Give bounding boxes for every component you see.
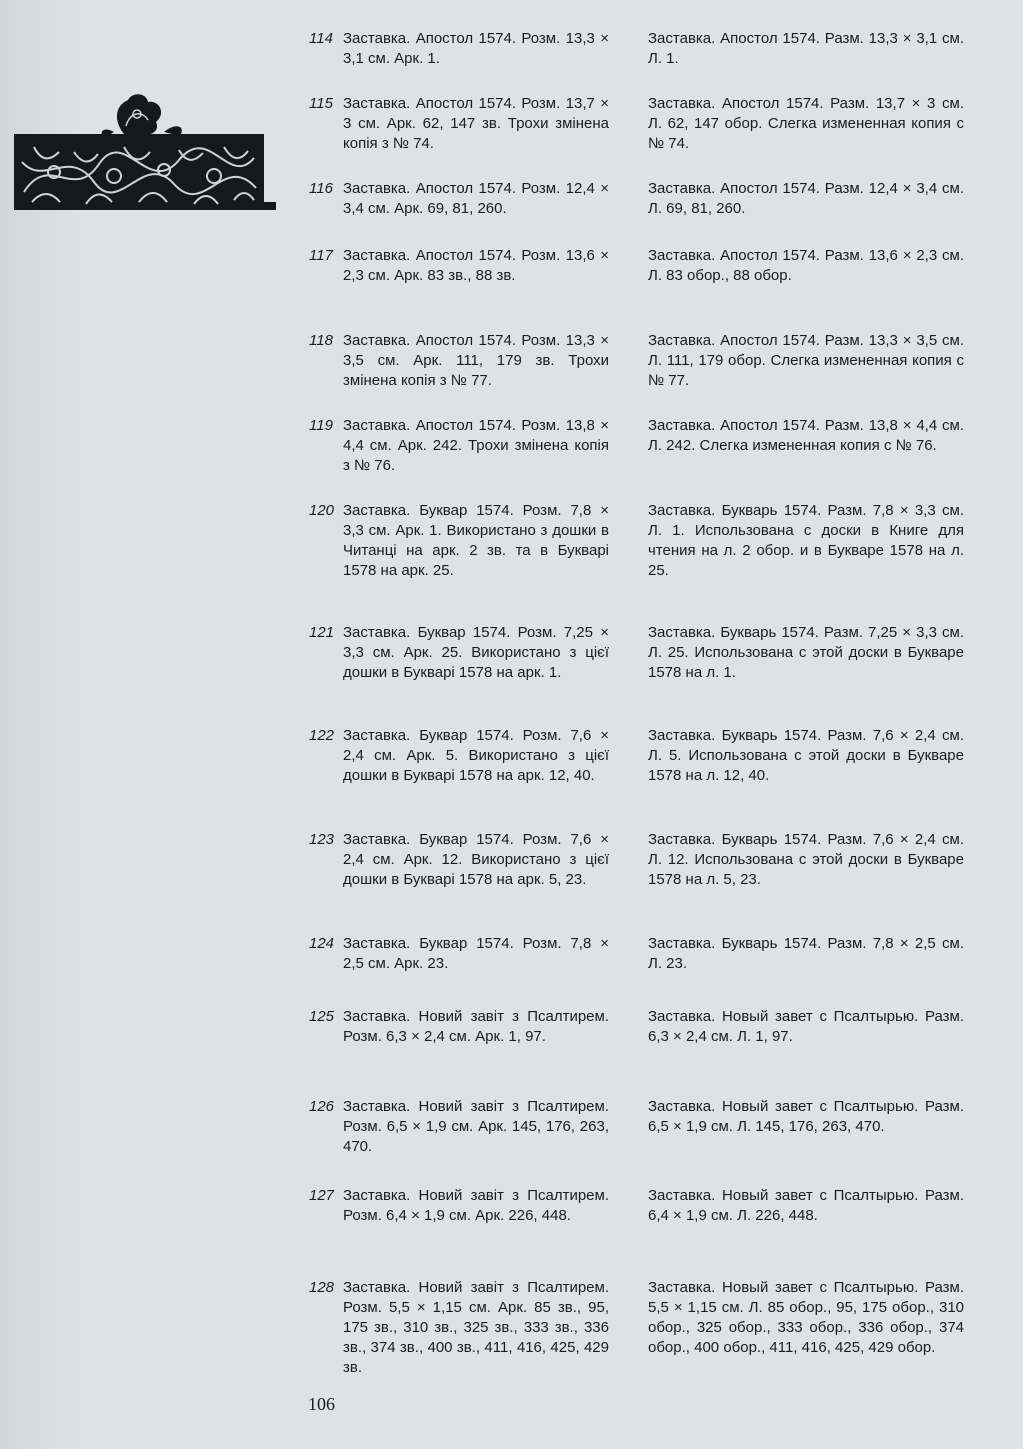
entry-number: 127 <box>309 1187 335 1204</box>
entry-text-russian: Заставка. Новый завет с Псалтырью. Разм. 6,3 × 2,4 см. Л. 1, 97. <box>648 1008 964 1045</box>
entry-text-ukrainian: Заставка. Буквар 1574. Розм. 7,6 × 2,4 см. Арк. 12. Використано з цієї дошки в Букварі 1578 на арк. 5, 23. <box>343 831 609 888</box>
entry-text-ukrainian: Заставка. Апостол 1574. Розм. 13,3 × 3,5 см. Арк. 111, 179 зв. Трохи змінена копія з № 77. <box>343 332 609 389</box>
entry-text-russian: Заставка. Букварь 1574. Разм. 7,6 × 2,4 см. Л. 12. Использована с этой доски в Букваре 1578 на л. 5, 23. <box>648 831 964 888</box>
entry-text-russian: Заставка. Апостол 1574. Разм. 12,4 × 3,4 см. Л. 69, 81, 260. <box>648 180 964 217</box>
entry-text-russian: Заставка. Апостол 1574. Разм. 13,8 × 4,4 см. Л. 242. Слегка измененная копия с № 76. <box>648 417 964 454</box>
entry-number: 125 <box>309 1008 335 1025</box>
entry-text-ukrainian: Заставка. Буквар 1574. Розм. 7,8 × 2,5 см. Арк. 23. <box>343 935 609 972</box>
entry-text-ukrainian: Заставка. Новий завіт з Псалтирем. Розм. 6,4 × 1,9 см. Арк. 226, 448. <box>343 1187 609 1224</box>
entry-number: 121 <box>309 624 335 641</box>
headpiece-ornament-image <box>14 92 276 214</box>
entry-text-ukrainian: Заставка. Новий завіт з Псалтирем. Розм. 6,5 × 1,9 см. Арк. 145, 176, 263, 470. <box>343 1098 609 1155</box>
entry-number: 116 <box>309 180 333 197</box>
entry-text-russian: Заставка. Новый завет с Псалтырью. Разм. 6,4 × 1,9 см. Л. 226, 448. <box>648 1187 964 1224</box>
entry-text-russian: Заставка. Букварь 1574. Разм. 7,25 × 3,3 см. Л. 25. Использована с этой доски в Букваре 1578 на л. 1. <box>648 624 964 681</box>
entry-number: 115 <box>309 95 333 112</box>
entry-text-ukrainian: Заставка. Буквар 1574. Розм. 7,8 × 3,3 см. Арк. 1. Використано з дошки в Читанці на арк. 2 зв. та в Букварі 1578 на арк. 25. <box>343 502 609 579</box>
entry-number: 117 <box>309 247 333 264</box>
entry-text-russian: Заставка. Апостол 1574. Разм. 13,3 × 3,1 см. Л. 1. <box>648 30 964 67</box>
entry-number: 120 <box>309 502 335 519</box>
entry-number: 128 <box>309 1279 335 1296</box>
entry-text-russian: Заставка. Букварь 1574. Разм. 7,8 × 3,3 см. Л. 1. Использована с доски в Книге для чтения на л. 2 обор. и в Букваре 1578 на л. 25. <box>648 502 964 579</box>
entry-text-ukrainian: Заставка. Апостол 1574. Розм. 13,8 × 4,4 см. Арк. 242. Трохи змінена копія з № 76. <box>343 417 609 474</box>
entry-number: 119 <box>309 417 333 434</box>
entry-text-ukrainian: Заставка. Апостол 1574. Розм. 13,7 × 3 см. Арк. 62, 147 зв. Трохи змінена копія з № 74. <box>343 95 609 152</box>
entry-text-ukrainian: Заставка. Буквар 1574. Розм. 7,6 × 2,4 см. Арк. 5. Використано з цієї дошки в Букварі 1578 на арк. 12, 40. <box>343 727 609 784</box>
entry-number: 124 <box>309 935 335 952</box>
page-number: 106 <box>308 1394 335 1414</box>
entry-text-russian: Заставка. Новый завет с Псалтырью. Разм. 6,5 × 1,9 см. Л. 145, 176, 263, 470. <box>648 1098 964 1135</box>
entry-number: 118 <box>309 332 333 349</box>
entry-text-ukrainian: Заставка. Буквар 1574. Розм. 7,25 × 3,3 см. Арк. 25. Використано з цієї дошки в Букварі 1578 на арк. 1. <box>343 624 609 681</box>
entry-text-russian: Заставка. Букварь 1574. Разм. 7,6 × 2,4 см. Л. 5. Использована с этой доски в Букваре 1578 на л. 12, 40. <box>648 727 964 784</box>
entry-text-russian: Заставка. Апостол 1574. Разм. 13,7 × 3 см. Л. 62, 147 обор. Слегка измененная копия с № 74. <box>648 95 964 152</box>
entry-text-ukrainian: Заставка. Новий завіт з Псалтирем. Розм. 5,5 × 1,15 см. Арк. 85 зв., 95, 175 зв., 310 зв., 325 зв., 333 зв., 336 зв., 374 зв., 400 зв., 411, 416, 425, 429 зв. <box>343 1279 609 1376</box>
entry-number: 126 <box>309 1098 335 1115</box>
entry-number: 122 <box>309 727 335 744</box>
entry-number: 114 <box>309 30 333 47</box>
entry-text-russian: Заставка. Апостол 1574. Разм. 13,3 × 3,5 см. Л. 111, 179 обор. Слегка измененная копия с № 77. <box>648 332 964 389</box>
entry-text-russian: Заставка. Букварь 1574. Разм. 7,8 × 2,5 см. Л. 23. <box>648 935 964 972</box>
entry-text-russian: Заставка. Новый завет с Псалтырью. Разм. 5,5 × 1,15 см. Л. 85 обор., 95, 175 обор., 310 обор., 325 обор., 333 обор., 336 обор., 374 обор., 400 обор., 411, 416, 425, 429 обор. <box>648 1279 964 1356</box>
entry-text-ukrainian: Заставка. Апостол 1574. Розм. 13,6 × 2,3 см. Арк. 83 зв., 88 зв. <box>343 247 609 284</box>
entry-text-ukrainian: Заставка. Новий завіт з Псалтирем. Розм. 6,3 × 2,4 см. Арк. 1, 97. <box>343 1008 609 1045</box>
entry-number: 123 <box>309 831 335 848</box>
entry-text-ukrainian: Заставка. Апостол 1574. Розм. 12,4 × 3,4 см. Арк. 69, 81, 260. <box>343 180 609 217</box>
entry-text-russian: Заставка. Апостол 1574. Разм. 13,6 × 2,3 см. Л. 83 обор., 88 обор. <box>648 247 964 284</box>
entry-text-ukrainian: Заставка. Апостол 1574. Розм. 13,3 × 3,1 см. Арк. 1. <box>343 30 609 67</box>
